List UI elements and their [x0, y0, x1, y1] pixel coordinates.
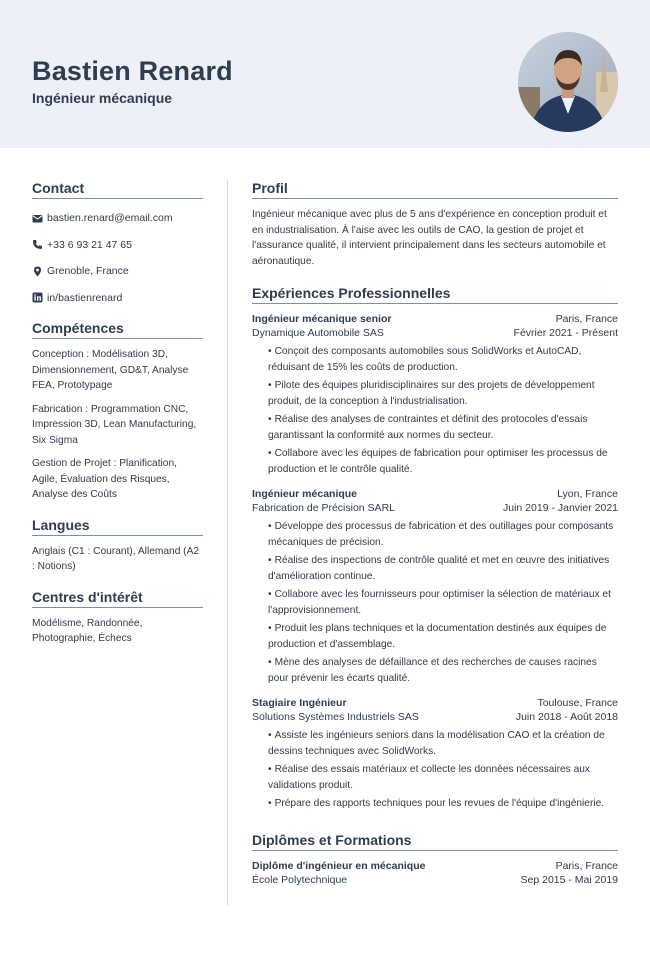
job-company: Solutions Systèmes Industriels SAS: [252, 711, 419, 723]
skill-item: Conception : Modélisation 3D, Dimensionnement, GD&T, Analyse FEA, Prototypage: [32, 349, 189, 391]
job-dates: Juin 2019 - Janvier 2021: [503, 502, 618, 514]
header-banner: [0, 0, 650, 148]
linkedin-icon: [32, 292, 43, 303]
job-role: Ingénieur mécanique senior: [252, 313, 392, 325]
contact-phone-text: +33 6 93 21 47 65: [47, 238, 132, 251]
job-bullet: • Réalise des analyses de contraintes et définit des protocoles d'essais garantissant la conformité aux normes du secteur.: [268, 414, 588, 441]
job-location: Toulouse, France: [537, 697, 618, 709]
right-column: [252, 180, 618, 897]
education-dates: Sep 2015 - Mai 2019: [520, 873, 618, 886]
left-column: [32, 180, 203, 647]
job-location: Paris, France: [555, 313, 618, 325]
job-company: Dynamique Automobile SAS: [252, 327, 384, 339]
skill-item: Fabrication : Programmation CNC, Impression 3D, Lean Manufacturing, Six Sigma: [32, 403, 197, 446]
job-bullet: • Prépare des rapports techniques pour les revues de l'équipe d'ingénierie.: [268, 798, 605, 809]
job-bullet: • Réalise des essais matériaux et collecte les données nécessaires aux validations produit.: [268, 764, 590, 791]
envelope-icon: [32, 213, 43, 224]
contact-heading: Contact: [32, 180, 203, 199]
job-bullet: • Réalise des inspections de contrôle qualité et met en œuvre des initiatives d'amélioration continue.: [268, 555, 610, 582]
interests-heading: Centres d'intérêt: [32, 589, 203, 608]
contact-location: [32, 264, 203, 278]
job-dates: Juin 2018 - Août 2018: [515, 711, 618, 723]
education-degree: Diplôme d'ingénieur en mécanique: [252, 859, 426, 872]
column-divider: [227, 180, 228, 906]
map-pin-icon: [32, 266, 43, 277]
profile-heading: Profil: [252, 180, 618, 199]
job-entry: [252, 487, 618, 686]
job-bullet: • Collabore avec les équipes de fabrication pour optimiser les processus de production et le contrôle qualité.: [268, 448, 608, 475]
experience-heading: Expériences Professionnelles: [252, 285, 618, 304]
interests-text: Modélisme, Randonnée, Photographie, Échecs: [32, 617, 143, 644]
profile-text: Ingénieur mécanique avec plus de 5 ans d'expérience en conception produit et en industrialisation. À l'aise avec les outils de CAO, la gestion de projet et l'assurance qualité, il intervient principalement dans les secteurs automobile et aéronautique.: [252, 209, 607, 267]
contact-email-text: bastien.renard@email.com: [47, 212, 173, 224]
job-role: Ingénieur mécanique: [252, 488, 358, 500]
candidate-name: Bastien Renard: [32, 56, 233, 86]
languages-heading: Langues: [32, 517, 203, 536]
languages-text: Anglais (C1 : Courant), Allemand (A2 : Notions): [32, 545, 200, 572]
education-entry: [252, 859, 618, 887]
education-location: Paris, France: [555, 859, 618, 872]
job-bullet: • Développe des processus de fabrication et des outillages pour composants mécaniques de précision.: [268, 521, 614, 548]
contact-linkedin-text: in/bastienrenard: [47, 291, 123, 304]
contact-linkedin[interactable]: [32, 291, 203, 305]
skills-heading: Compétences: [32, 320, 203, 339]
job-bullet: • Assiste les ingénieurs seniors dans la modélisation CAO et la création de dessins techniques avec SolidWorks.: [268, 730, 605, 757]
contact-location-text: Grenoble, France: [47, 265, 129, 277]
education-heading: Diplômes et Formations: [252, 832, 618, 851]
phone-icon: [32, 239, 43, 250]
contact-email[interactable]: [32, 211, 203, 225]
profile-photo: [518, 32, 618, 132]
job-bullet: • Conçoit des composants automobiles sous SolidWorks et AutoCAD, réduisant de 15% les coûts de production.: [268, 346, 582, 373]
job-entry: [252, 696, 618, 812]
job-bullet: • Collabore avec les fournisseurs pour optimiser la sélection de matériaux et l'approvisionnement.: [268, 589, 611, 616]
job-location: Lyon, France: [557, 488, 618, 500]
job-bullet: • Mène des analyses de défaillance et des recherches de causes racines pour prévenir les écarts qualité.: [268, 657, 597, 684]
job-company: Fabrication de Précision SARL: [252, 502, 395, 514]
skill-item: Gestion de Projet : Planification, Agile, Évaluation des Risques, Analyse des Coûts: [32, 458, 177, 500]
job-entry: [252, 312, 618, 477]
job-bullet: • Produit les plans techniques et la documentation destinés aux équipes de production et d'assemblage.: [268, 623, 607, 650]
job-bullet: • Pilote des équipes pluridisciplinaires sur des projets de développement produit, de la conception à l'industrialisation.: [268, 380, 595, 407]
job-dates: Février 2021 - Présent: [513, 327, 618, 339]
candidate-title: Ingénieur mécanique: [32, 90, 173, 106]
contact-phone[interactable]: [32, 238, 203, 252]
education-school: École Polytechnique: [252, 873, 348, 886]
job-role: Stagiaire Ingénieur: [252, 697, 347, 709]
